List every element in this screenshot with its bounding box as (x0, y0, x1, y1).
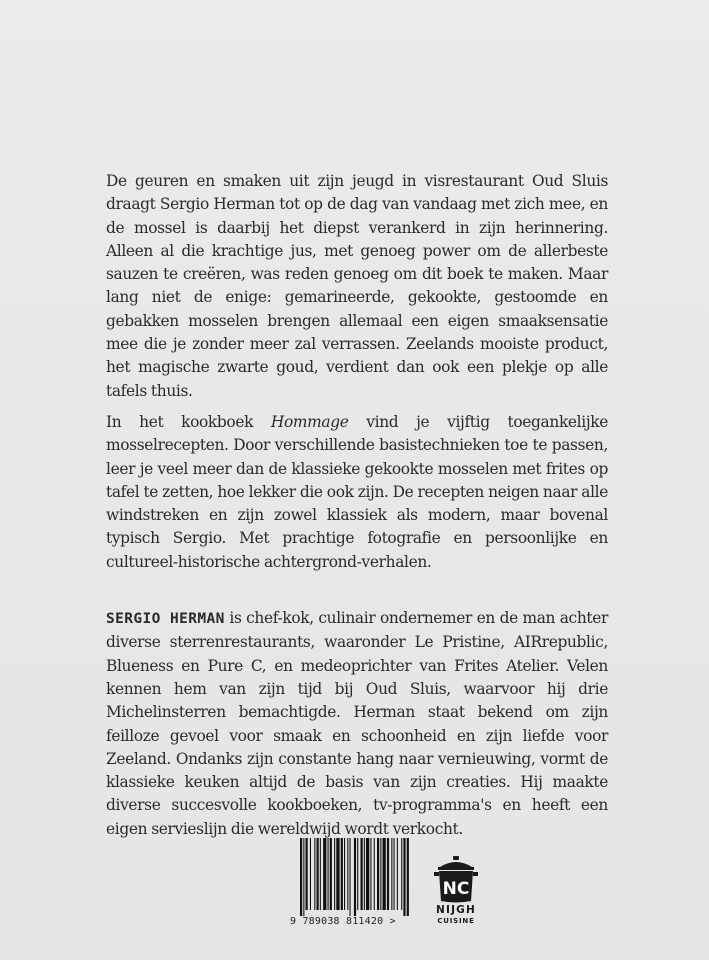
barcode-bar (377, 838, 379, 910)
barcode-bar (366, 838, 369, 910)
barcode-bar (383, 838, 386, 910)
barcode-bar (310, 838, 311, 910)
barcode-bar (334, 838, 335, 910)
barcode-bar (370, 838, 371, 910)
publisher-monogram: NC (442, 879, 470, 899)
description-paragraph-2 (106, 411, 608, 574)
cooking-pot-icon (434, 854, 478, 904)
barcode-bar (397, 838, 398, 910)
barcode-bar (344, 838, 345, 910)
barcode-bar (341, 838, 343, 910)
barcode-bar (387, 838, 389, 910)
barcode-bar (407, 838, 409, 916)
barcode-bar (328, 838, 329, 910)
paragraph-2-rest: vind je vijftig toegankelijke mosselrecepten. Door verschillende basistechnieken toe te passen, leer je veel meer dan de klassieke gekookte mosselen met frites op tafel te zetten, hoe lekker die ook zijn. De recepten neigen naar alle windstreken en zijn zowel klassiek als modern, maar bovenal typisch Sergio. Met prachtige fotografie en persoonlijke en cultureel-historische achtergrond-verhalen. (106, 412, 608, 571)
barcode-bar (336, 838, 339, 910)
publisher-logo (434, 854, 478, 930)
barcode-bar (317, 838, 319, 910)
barcode-bar (361, 838, 363, 910)
description-paragraph-1: De geuren en smaken uit zijn jeugd in visrestaurant Oud Sluis draagt Sergio Herman tot op de dag van vandaag met zich mee, en de mossel is daarbij het diepst verankerd in zijn herinnering. Alleen al die krachtige jus, met genoeg power om de allerbeste sauzen te creëren, was reden genoeg om dit boek te maken. Maar lang niet de enige: gemarineerde, gekookte, gestoomde en gebakken mosselen brengen allemaal een eigen smaaksensatie mee die je zonder meer zal verrassen. Zeelands mooiste product, het magische zwarte goud, verdient dan ook een plekje op alle tafels thuis. (106, 172, 608, 400)
barcode-bar (364, 838, 365, 910)
back-cover-text (106, 170, 608, 849)
author-bio (106, 607, 608, 841)
barcode-bar (323, 838, 326, 910)
paragraph-2-intro: In het kookboek (106, 412, 271, 431)
barcode-bar (403, 838, 405, 916)
barcode-bar (350, 838, 351, 916)
barcode-bars (300, 838, 410, 916)
barcode-bar (306, 838, 308, 910)
barcode-bar (374, 838, 375, 910)
isbn-barcode (290, 838, 418, 930)
barcode-bar (354, 838, 356, 916)
barcode-bar (391, 838, 392, 910)
author-bio-text: is chef-kok, culinair ondernemer en de man achter diverse sterrenrestaurants, waaronder Le Pristine, AIRrepublic, Blueness en Pure C, en medeoprichter van Frites Atelier. Velen kennen hem van zijn tijd bij Oud Sluis, waarvoor hij drie Michelinsterren bemachtigde. Herman staat bekend om zijn feilloze gevoel voor smaak en schoonheid en zijn liefde voor Zeeland. Ondanks zijn constante hang naar vernieuwing, vormt de klassieke keuken altijd de basis van zijn creaties. Hij maakte diverse succesvolle kookboeken, tv-programma's en heeft een eigen servieslijn die wereldwijd wordt verkocht. (106, 609, 608, 838)
barcode-bar (330, 838, 332, 910)
barcode-bar (300, 838, 302, 916)
barcode-bar (314, 838, 315, 910)
barcode-bar (320, 838, 321, 910)
publisher-imprint: CUISINE (437, 917, 475, 925)
publisher-name: NIJGH (435, 904, 476, 916)
barcode-bar (357, 838, 358, 910)
barcode-bar (347, 838, 348, 910)
barcode-bar (380, 838, 381, 910)
barcode-bar (401, 838, 402, 910)
barcode-bar (303, 838, 304, 916)
author-name: SERGIO HERMAN (106, 611, 225, 628)
barcode-bar (394, 838, 395, 910)
isbn-digits: 9 789038 811420 > (290, 916, 396, 927)
book-title: Hommage (270, 412, 349, 431)
